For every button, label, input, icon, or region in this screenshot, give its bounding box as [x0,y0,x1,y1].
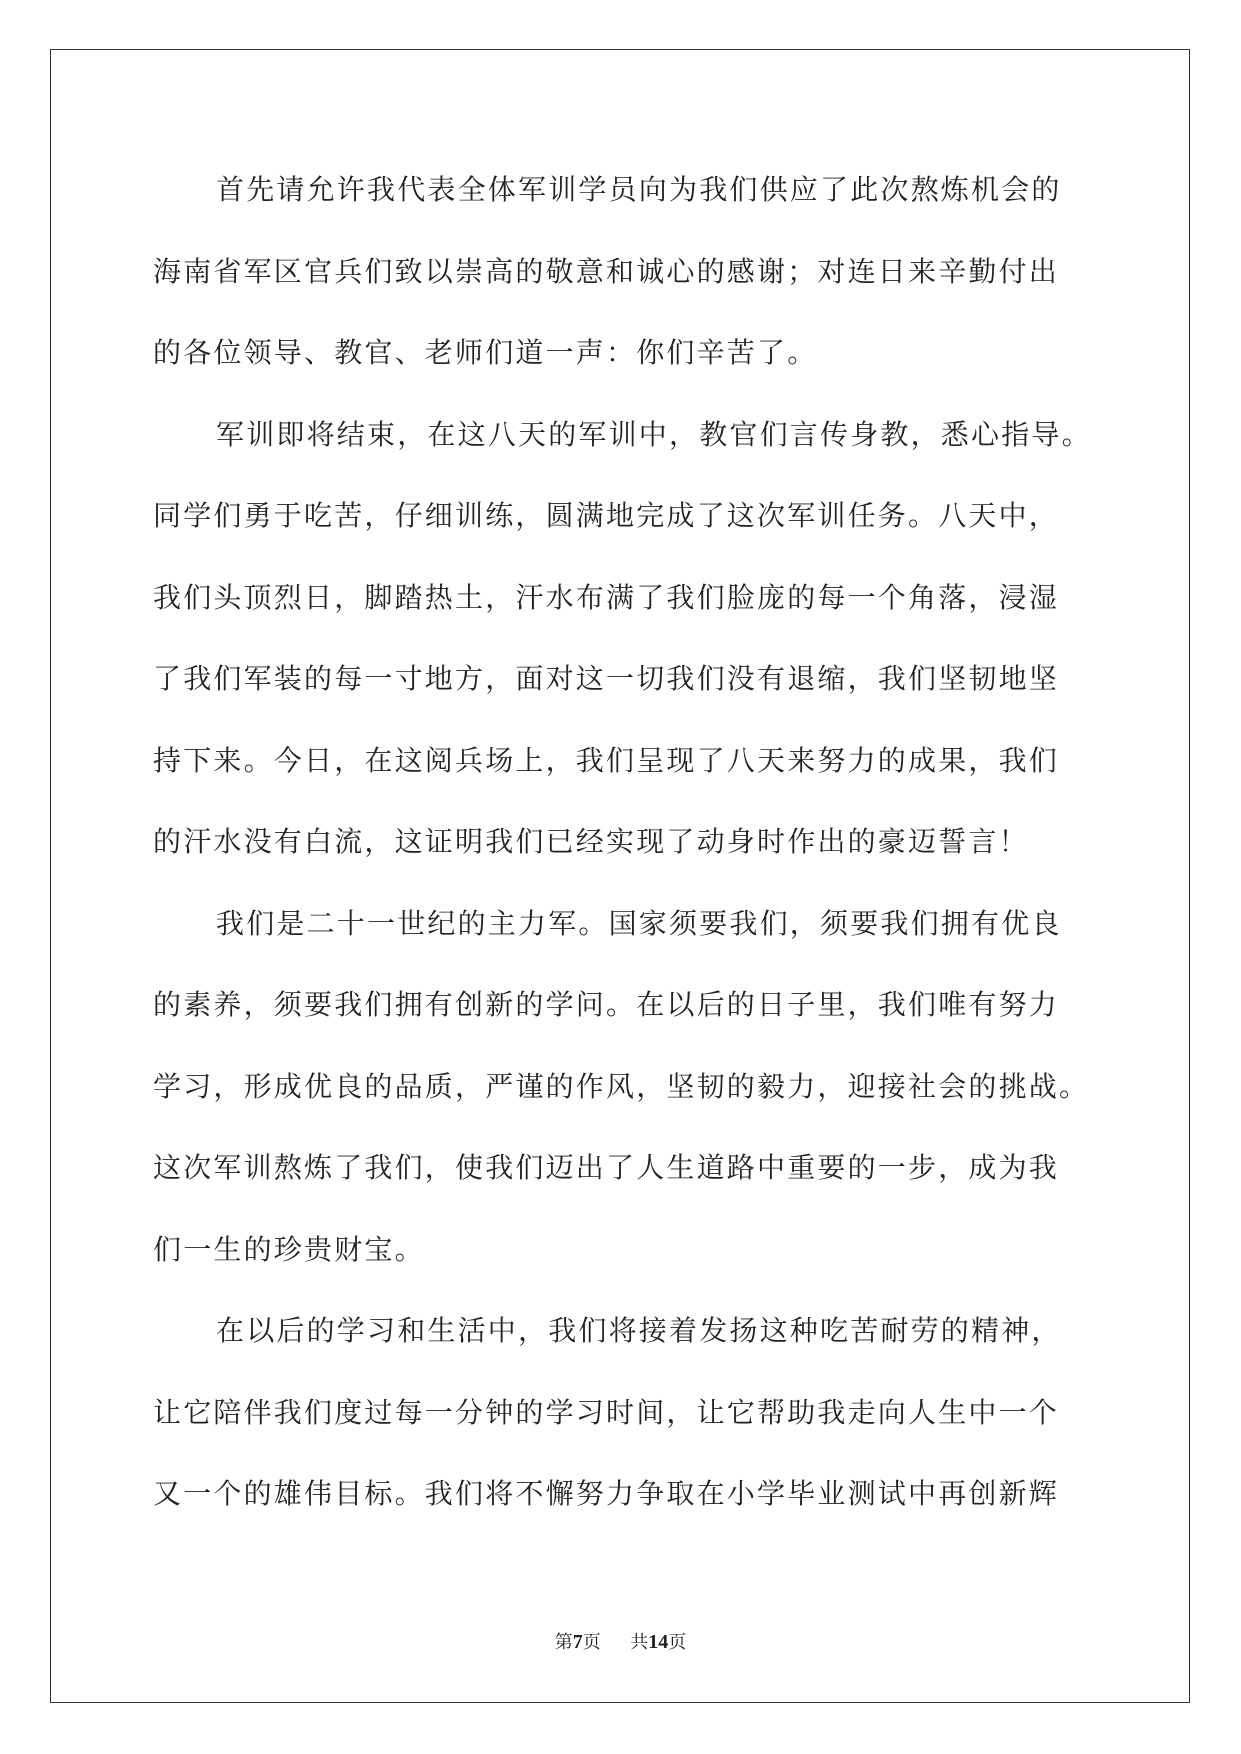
paragraph-line: 的各位领导、教官、老师们道一声：你们辛苦了。 [153,336,818,369]
total-page-count: 14 [648,1631,669,1653]
paragraph-line: 同学们勇于吃苦，仔细训练，圆满地完成了这次军训任务。八天中， [153,499,1060,532]
paragraph-line: 又一个的雄伟目标。我们将不懈努力争取在小学毕业测试中再创新辉 [153,1477,1060,1510]
paragraph-line: 海南省军区官兵们致以崇高的敬意和诚心的感谢；对连日来辛勤付出 [153,254,1060,288]
current-page-number: 7 [572,1631,583,1653]
paragraph-line: 的汗水没有白流，这证明我们已经实现了动身时作出的豪迈誓言！ [153,825,1029,858]
paragraph-line: 我们是二十一世纪的主力军。国家须要我们，须要我们拥有优良 [216,906,1062,940]
page-number-label: 第7页 [554,1631,601,1653]
paragraph-line: 学习，形成优良的品质，严谨的作风，坚韧的毅力，迎接社会的挑战。 [153,1069,1090,1103]
paragraph-line: 我们头顶烈日，脚踏热土，汗水布满了我们脸庞的每一个角落，浸湿 [153,580,1060,614]
document-body [153,164,1093,1550]
total-pages-label: 共14页 [630,1631,687,1653]
paragraph-line: 让它陪伴我们度过每一分钟的学习时间，让它帮助我走向人生中一个 [153,1395,1060,1429]
page-footer [0,1628,1241,1654]
paragraph-line: 持下来。今日，在这阅兵场上，我们呈现了八天来努力的成果，我们 [153,743,1060,777]
paragraph-line: 军训即将结束，在这八天的军训中，教官们言传身教，悉心指导。 [216,417,1092,451]
paragraph-line: 这次军训熬炼了我们，使我们迈出了人生道路中重要的一步，成为我 [153,1151,1060,1184]
paragraph-line: 首先请允许我代表全体军训学员向为我们供应了此次熬炼机会的 [216,173,1062,206]
paragraph-line: 的素养，须要我们拥有创新的学问。在以后的日子里，我们唯有努力 [153,988,1060,1021]
paragraph-line: 在以后的学习和生活中，我们将接着发扬这种吃苦耐劳的精神， [216,1314,1062,1347]
paragraph-line: 们一生的珍贵财宝。 [153,1232,425,1266]
paragraph-line: 了我们军装的每一寸地方，面对这一切我们没有退缩，我们坚韧地坚 [153,662,1060,695]
